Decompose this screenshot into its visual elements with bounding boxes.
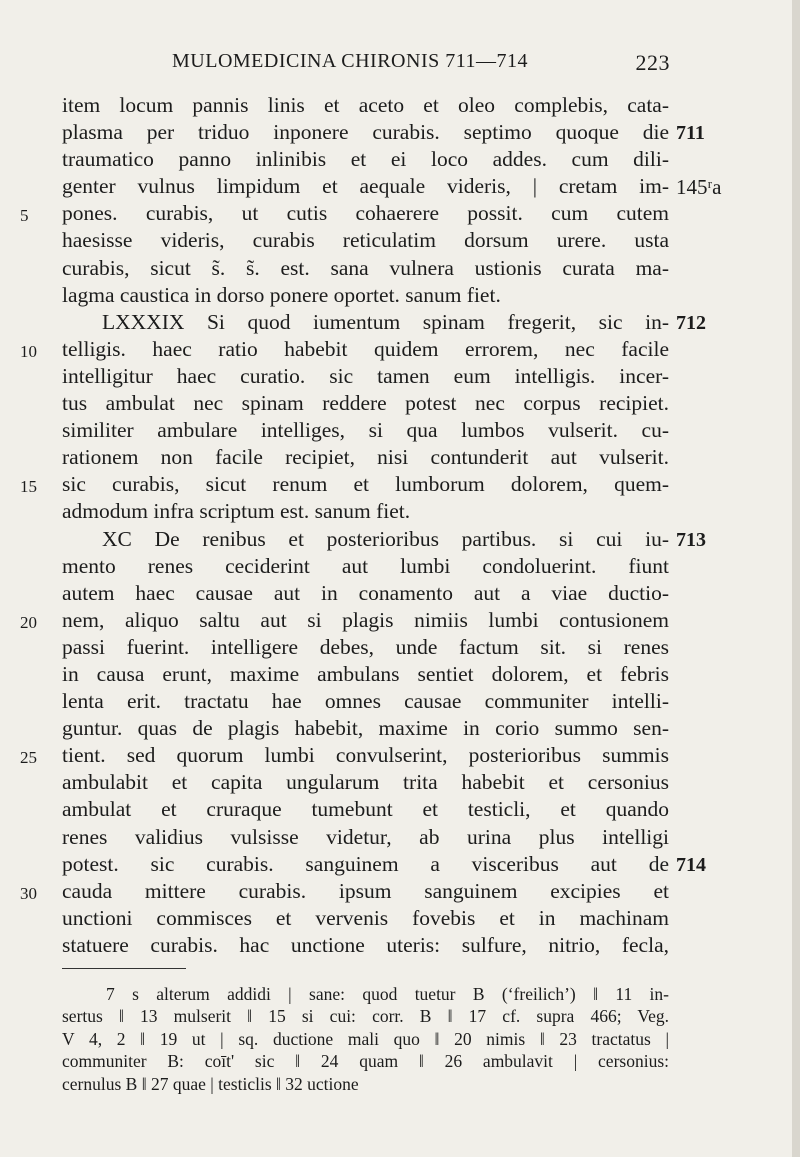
line-text: nem, aliquo saltu aut si plagis nimiis lumbi contusionem — [62, 607, 669, 632]
text-line — [62, 92, 669, 119]
line-text: in causa erunt, maxime ambulans sentiet dolorem, et febris — [62, 661, 669, 686]
margin-reference: 711 — [676, 122, 705, 145]
text-line — [20, 607, 669, 634]
text-line — [62, 444, 669, 471]
line-number: 30 — [20, 883, 37, 903]
text-line — [62, 119, 705, 146]
line-text: admodum infra scriptum est. sanum fiet. — [62, 499, 411, 524]
line-text: lagma caustica in dorso ponere oportet. sanum fiet. — [62, 282, 501, 307]
margin-reference: 713 — [676, 528, 706, 551]
text-line — [20, 336, 669, 363]
line-text: traumatico panno inlinibis et ei loco addes. cum dili- — [62, 147, 669, 172]
footnote-line: communiter B: coīt' sic ‖ 24 quam ‖ 26 ambulavit | cersonius: — [62, 1051, 669, 1072]
line-text: potest. sic curabis. sanguinem a visceribus aut de — [62, 851, 669, 876]
text-line — [62, 634, 669, 661]
line-text: ambulabit et capita ungularum trita habebit et cersonius — [62, 770, 669, 795]
running-header — [172, 50, 670, 76]
line-text: curabis, sicut s̃. s̃. est. sana vulnera ustionis curata ma- — [62, 255, 669, 280]
text-line — [62, 688, 669, 715]
line-text: guntur. quas de plagis habebit, maxime in corio summo sen- — [62, 716, 669, 741]
text-line — [20, 878, 669, 905]
line-text: mento renes ceciderint aut lumbi condoluerint. fiunt — [62, 553, 669, 578]
text-line — [62, 715, 669, 742]
line-text: renes validius vulsisse videtur, ab urina plus intelligi — [62, 824, 669, 849]
line-text: cauda mittere curabis. ipsum sanguinem excipies et — [62, 878, 669, 903]
text-line — [62, 363, 669, 390]
line-text: genter vulnus limpidum et aequale videris, | cretam im- — [62, 174, 669, 199]
text-line — [62, 227, 669, 254]
line-text: sic curabis, sicut renum et lumborum dolorem, quem- — [62, 472, 669, 497]
text-line — [62, 498, 669, 525]
line-number: 10 — [20, 341, 37, 361]
line-text: intelligitur haec curatio. sic tamen eum intelligis. incer- — [62, 363, 669, 388]
line-text: lenta erit. tractatu hae omnes causae communiter intelli- — [62, 689, 669, 714]
main-text — [20, 92, 722, 959]
line-number: 25 — [20, 748, 37, 768]
text-line — [62, 417, 669, 444]
margin-reference: 145ʳa — [676, 175, 722, 200]
line-text: similiter ambulare intelliges, si qua lumbos vulserit. cu- — [62, 418, 669, 443]
text-line — [62, 282, 669, 309]
text-line — [62, 661, 669, 688]
footnote-line: 7 s alterum addidi | sane: quod tuetur B (‘freilich’) ‖ 11 in- — [106, 984, 669, 1004]
page-edge-shadow — [792, 0, 800, 1157]
line-text: tient. sed quorum lumbi convulserint, posterioribus summis — [62, 743, 669, 768]
margin-reference: 714 — [676, 853, 706, 876]
text-line — [62, 173, 722, 200]
text-line — [62, 553, 669, 580]
line-text: rationem non facile recipiet, nisi contunderit aut vulserit. — [62, 445, 669, 470]
text-line — [62, 796, 669, 823]
text-line — [62, 255, 669, 282]
text-line — [62, 851, 706, 878]
text-line — [20, 471, 669, 498]
line-text: pones. curabis, ut cutis cohaerere possit. cum cutem — [62, 201, 669, 226]
text-line — [62, 309, 706, 336]
line-text: statuere curabis. hac unctione uteris: sulfure, nitrio, fecla, — [62, 932, 669, 957]
text-line — [62, 824, 669, 851]
line-number: 15 — [20, 477, 37, 497]
text-line — [20, 742, 669, 769]
margin-reference: 712 — [676, 311, 706, 334]
page-number: 223 — [635, 50, 670, 75]
text-line — [62, 580, 669, 607]
text-line — [62, 390, 669, 417]
line-number: 5 — [20, 206, 29, 226]
footnote-line: sertus ‖ 13 mulserit ‖ 15 si cui: corr. B ‖ 17 cf. supra 466; Veg. — [62, 1006, 669, 1027]
text-line — [62, 932, 669, 959]
line-text: tus ambulat nec spinam reddere potest nec corpus recipiet. — [62, 391, 669, 416]
footnote-line: V 4, 2 ‖ 19 ut | sq. ductione mali quo ‖ 20 nimis ‖ 23 tractatus | — [62, 1028, 669, 1049]
text-line — [62, 526, 706, 553]
line-text: passi fuerint. intelligere debes, unde factum sit. si renes — [62, 634, 669, 659]
line-text: ambulat et cruraque tumebunt et testicli, et quando — [62, 797, 669, 822]
line-text: item locum pannis linis et aceto et oleo complebis, cata- — [62, 93, 669, 117]
footnote-rule — [62, 968, 186, 969]
critical-apparatus — [62, 983, 669, 1095]
line-text: autem haec causae aut in conamento aut a viae ductio- — [62, 580, 669, 605]
text-line — [62, 905, 669, 932]
running-title: MULOMEDICINA CHIRONIS 711—714 — [172, 50, 528, 72]
line-text: plasma per triduo inponere curabis. septimo quoque die — [62, 120, 669, 145]
line-text: telligis. haec ratio habebit quidem errorem, nec facile — [62, 336, 669, 361]
line-number: 20 — [20, 612, 37, 632]
footnote-line: cernulus B ‖ 27 quae | testiclis ‖ 32 uctione — [62, 1073, 359, 1094]
text-line — [62, 146, 669, 173]
text-line — [62, 769, 669, 796]
line-text: haesisse videris, curabis reticulatim dorsum urere. usta — [62, 228, 669, 253]
line-text: unctioni commisces et vervenis fovebis et in machinam — [62, 905, 669, 930]
line-text: LXXXIX Si quod iumentum spinam fregerit, sic in- — [102, 309, 669, 334]
text-line — [20, 200, 669, 227]
line-text: XC De renibus et posterioribus partibus. si cui iu- — [102, 526, 669, 551]
